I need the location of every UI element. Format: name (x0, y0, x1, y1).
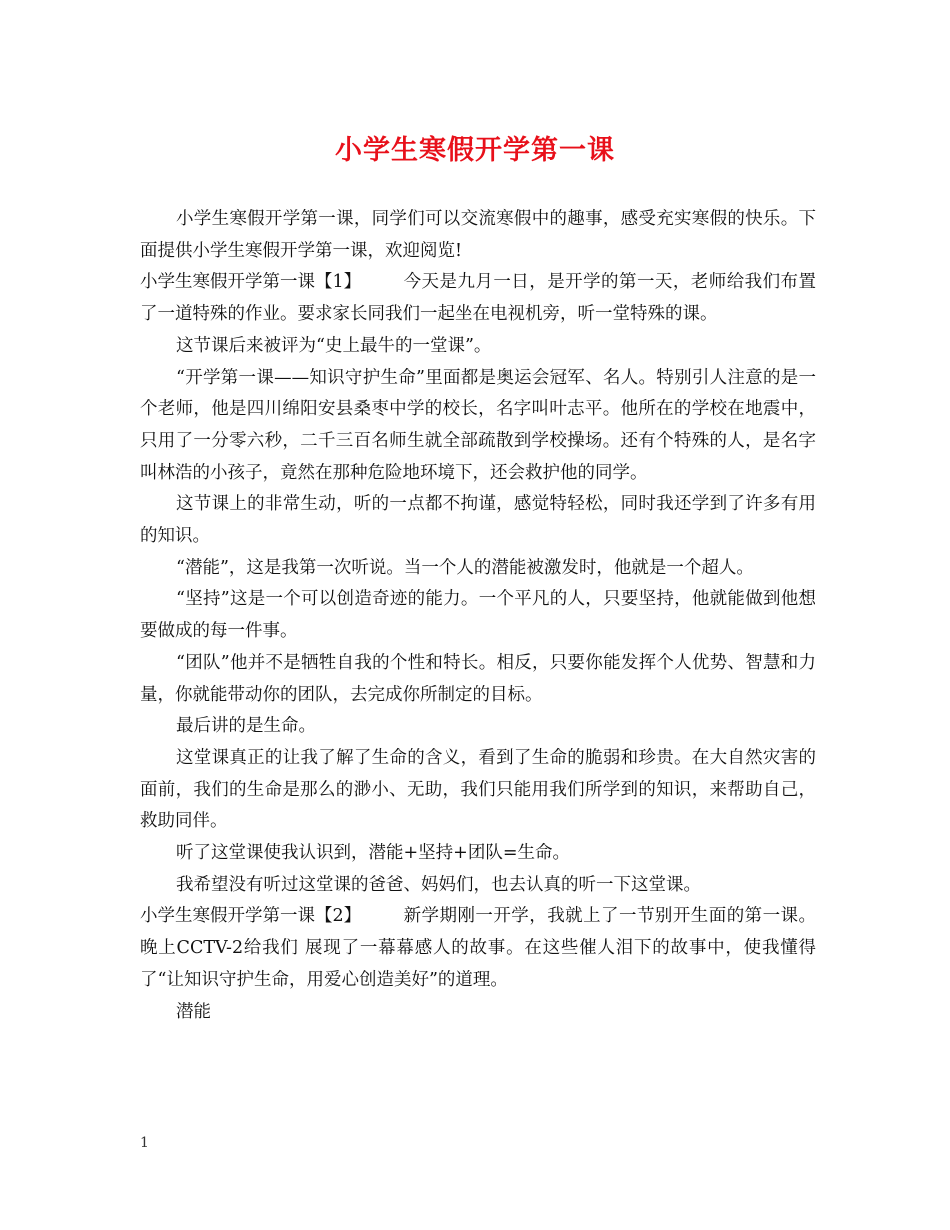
paragraph-lively: 这节课上的非常生动，听的一点都不拘谨，感觉特轻松，同时我还学到了许多有用的知识。 (140, 494, 816, 547)
paragraph-equation: 听了这堂课使我认识到，潜能+坚持+团队=生命。 (176, 843, 570, 864)
section-1-text: 今天是九月一日，是开学的第一天，老师给我们布置了一道特殊的作业。要求家长同我们一起坐在电视机旁，听一堂特殊的课。 (140, 272, 816, 325)
intro-paragraph: 小学生寒假开学第一课，同学们可以交流寒假中的趣事，感受充实寒假的快乐。下面提供小学生寒假开学第一课，欢迎阅览! (140, 209, 816, 261)
document-title: 小学生寒假开学第一课 (335, 135, 615, 166)
paragraph-life-intro: 最后讲的是生命。 (176, 716, 316, 737)
section-2-text: 新学期刚一开学，我就上了一节别开生面的第一课。晚上CCTV-2给我们 展现了一幕幕感人的故事。在这些催人泪下的故事中，使我懂得了“让知识守护生命，用爱心创造美好”的道理。 (140, 906, 816, 990)
section-2-heading: 小学生寒假开学第一课【2】 (140, 906, 362, 927)
section-1-paragraph (140, 267, 816, 330)
document-body (140, 204, 816, 1028)
paragraph-persistence: “坚持”这是一个可以创造奇迹的能力。一个平凡的人，只要坚持，他就能做到他想要做成的每一件事。 (140, 589, 816, 642)
paragraph-hope: 我希望没有听过这堂课的爸爸、妈妈们，也去认真的听一下这堂课。 (176, 874, 701, 895)
paragraph-history: 这节课后来被评为“史上最牛的一堂课”。 (176, 335, 492, 356)
paragraph-team: “团队”他并不是牺牲自我的个性和特长。相反，只要你能发挥个人优势、智慧和力量，你就能带动你的团队，去完成你所制定的目标。 (140, 652, 816, 705)
paragraph-potential-heading: 潜能 (176, 1001, 211, 1022)
paragraph-potential: “潜能”，这是我第一次听说。当一个人的潜能被激发时，他就是一个超人。 (176, 557, 754, 578)
page-number: 1 (140, 1135, 149, 1151)
paragraph-knowledge-life: “开学第一课——知识守护生命”里面都是奥运会冠军、名人。特别引人注意的是一个老师，他是四川绵阳安县桑枣中学的校长，名字叫叶志平。他所在的学校在地震中，只用了一分零六秒，二千三百名师生就全部疏散到学校操场。还有个特殊的人，是名字叫林浩的小孩子，竟然在那种危险地环境下，还会救护他的同学。 (140, 367, 816, 483)
paragraph-life-meaning: 这堂课真正的让我了解了生命的含义，看到了生命的脆弱和珍贵。在大自然灾害的面前，我们的生命是那么的渺小、无助，我们只能用我们所学到的知识，来帮助自己，救助同伴。 (140, 747, 816, 832)
section-2-paragraph (140, 901, 816, 996)
section-1-heading: 小学生寒假开学第一课【1】 (140, 272, 362, 293)
